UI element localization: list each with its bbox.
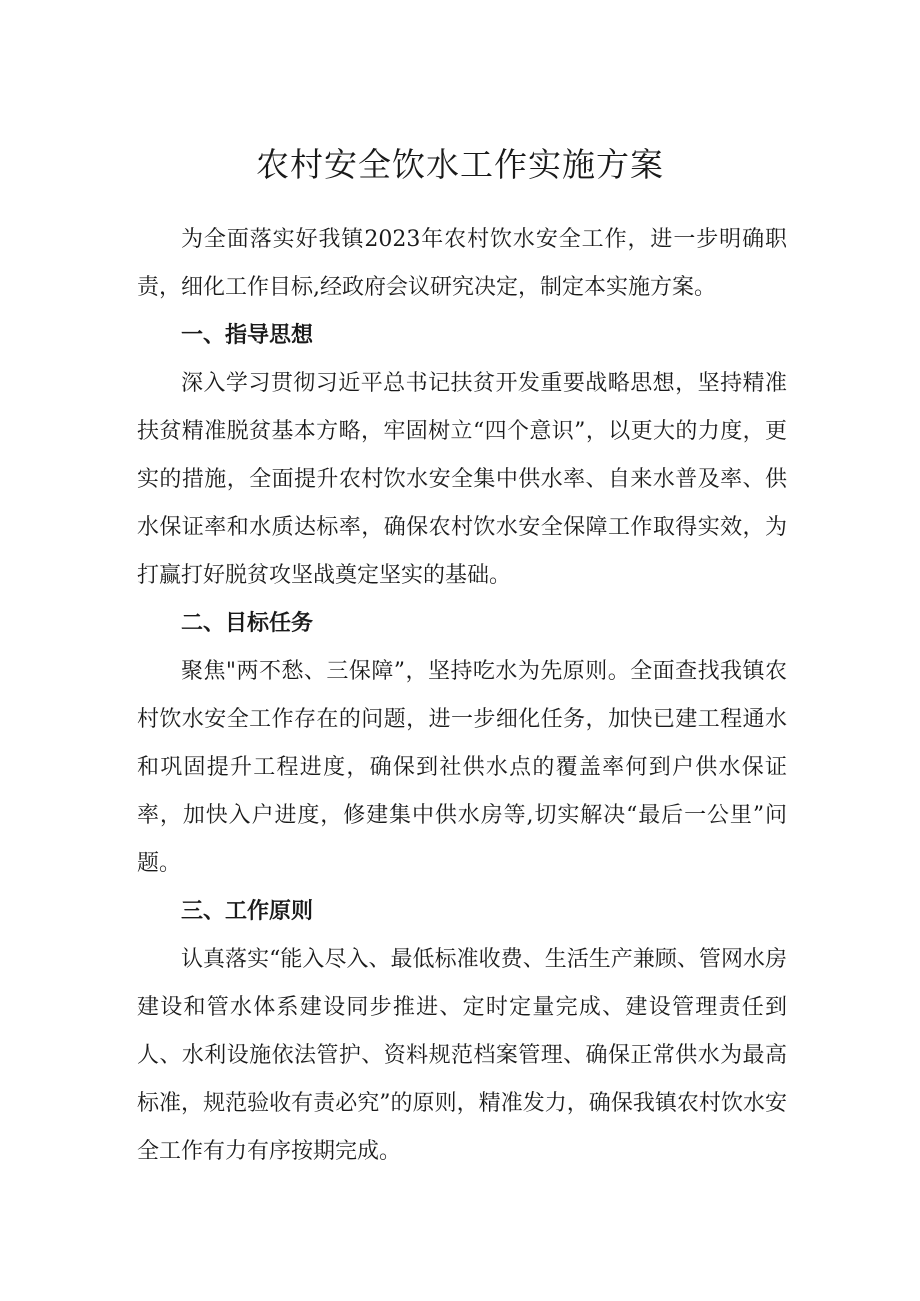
section-heading-work-principles: 三、工作原则	[181, 899, 314, 924]
document-body	[137, 216, 787, 1176]
intro-paragraph: 为全面落实好我镇2023年农村饮水安全工作，进一步明确职责，细化工作目标,经政府会议研究决定，制定本实施方案。	[137, 227, 787, 300]
section-heading-guiding-ideology: 一、指导思想	[181, 323, 314, 348]
section-body-work-principles: 认真落实“能入尽入、最低标准收费、生活生产兼顾、管网水房建设和管水体系建设同步推进、定时定量完成、建设管理责任到人、水利设施依法管护、资料规范档案管理、确保正常供水为最高标准，规范验收有责必究”的原则，精准发力，确保我镇农村饮水安全工作有力有序按期完成。	[137, 947, 787, 1164]
document-title: 农村安全饮水工作实施方案	[256, 145, 664, 184]
section-body-goals-tasks: 聚焦"两不愁、三保障”，坚持吃水为先原则。全面查找我镇农村饮水安全工作存在的问题，进一步细化任务，加快已建工程通水和巩固提升工程进度，确保到社供水点的覆盖率何到户供水保证率，加快入户进度，修建集中供水房等,切实解决“最后一公里”问题。	[137, 659, 787, 876]
section-heading-goals-tasks: 二、目标任务	[181, 611, 314, 636]
section-body-guiding-ideology: 深入学习贯彻习近平总书记扶贫开发重要战略思想，坚持精准扶贫精准脱贫基本方略，牢固树立“四个意识”，以更大的力度，更实的措施，全面提升农村饮水安全集中供水率、自来水普及率、供水保证率和水质达标率，确保农村饮水安全保障工作取得实效，为打赢打好脱贫攻坚战奠定坚实的基础。	[137, 371, 787, 588]
